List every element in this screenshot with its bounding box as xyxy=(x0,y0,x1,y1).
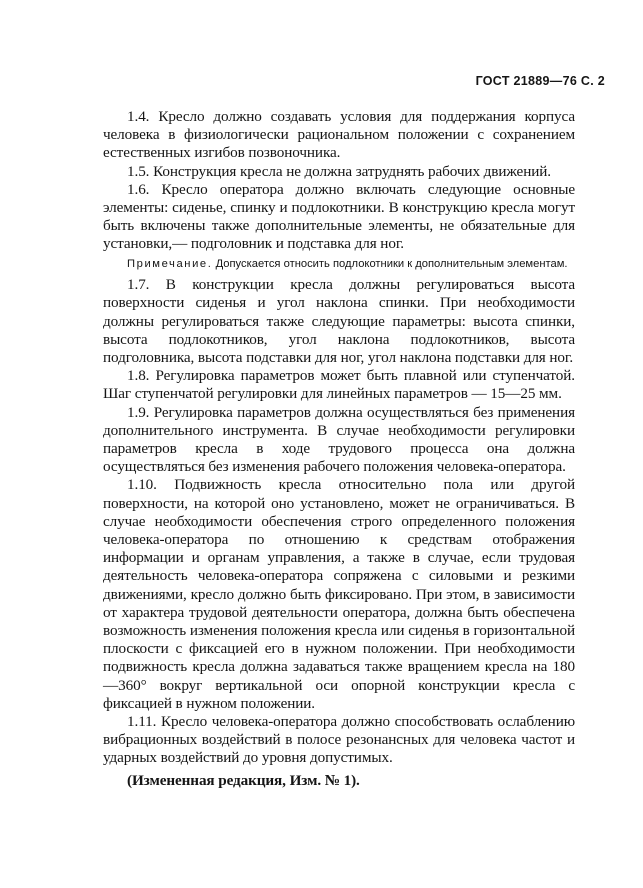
running-header: ГОСТ 21889—76 С. 2 xyxy=(475,74,605,88)
paragraph-1-8: 1.8. Регулировка параметров может быть плавной или ступенчатой. Шаг ступенчатой регулировки для линейных параметров — 15—25 мм. xyxy=(103,367,575,403)
paragraph-1-4: 1.4. Кресло должно создавать условия для поддержания корпуса человека в физиологически рациональном положении с сохранением естественных изгибов позвоночника. xyxy=(103,108,575,162)
paragraph-1-10: 1.10. Подвижность кресла относительно пола или другой поверхности, на которой оно установлено, может не ограничиваться. В случае необходимости обеспечения строго определенного положения человека-оператора по отношению к средствам отображения информации и органам управления, а также в случае, если трудовая деятельность человека-оператора сопряжена с силовыми и резкими движениями, кресло должно быть фиксировано. При этом, в зависимости от характера трудовой деятельности оператора, должна быть обеспечена возможность изменения положения кресла или сиденья в горизонтальной плоскости с фиксацией его в нужном положении. При необходимости подвижность кресла должна задаваться также вращением кресла на 180—360° вокруг вертикальной оси опорной конструкции кресла с фиксацией в нужном положении. xyxy=(103,476,575,712)
paragraph-1-5: 1.5. Конструкция кресла не должна затруднять рабочих движений. xyxy=(127,162,551,180)
paragraph-1-11: 1.11. Кресло человека-оператора должно способствовать ослаблению вибрационных воздействий в полосе резонансных для человека частот и ударных воздействий до уровня допустимых. xyxy=(103,713,575,767)
note-text: Допускается относить подлокотники к дополнительным элементам. xyxy=(212,257,568,270)
paragraph-1-7: 1.7. В конструкции кресла должны регулироваться высота поверхности сиденья и угол наклона спинки. При необходимости должны регулироваться также следующие параметры: высота спинки, высота подлокотников, угол наклона подлокотников, высота подголовника, высота подставки для ног, угол наклона подставки для ног. xyxy=(103,276,575,366)
paragraph-1-6: 1.6. Кресло оператора должно включать следующие основные элементы: сиденье, спинку и подлокотники. В конструкцию кресла могут быть включены также дополнительные элементы, не обязательные для установки,— подголовник и подставка для ног. xyxy=(103,180,575,253)
note-label: Примечание. xyxy=(127,257,213,270)
document-body xyxy=(103,108,575,790)
note-block xyxy=(103,258,575,272)
paragraph-1-9: 1.9. Регулировка параметров должна осуществляться без применения дополнительного инструмента. В случае необходимости регулировки параметров кресла в ходе трудового процесса она должна осуществляться без изменения рабочего положения человека-оператора. xyxy=(103,403,575,476)
amendment-note: (Измененная редакция, Изм. № 1). xyxy=(127,771,360,789)
